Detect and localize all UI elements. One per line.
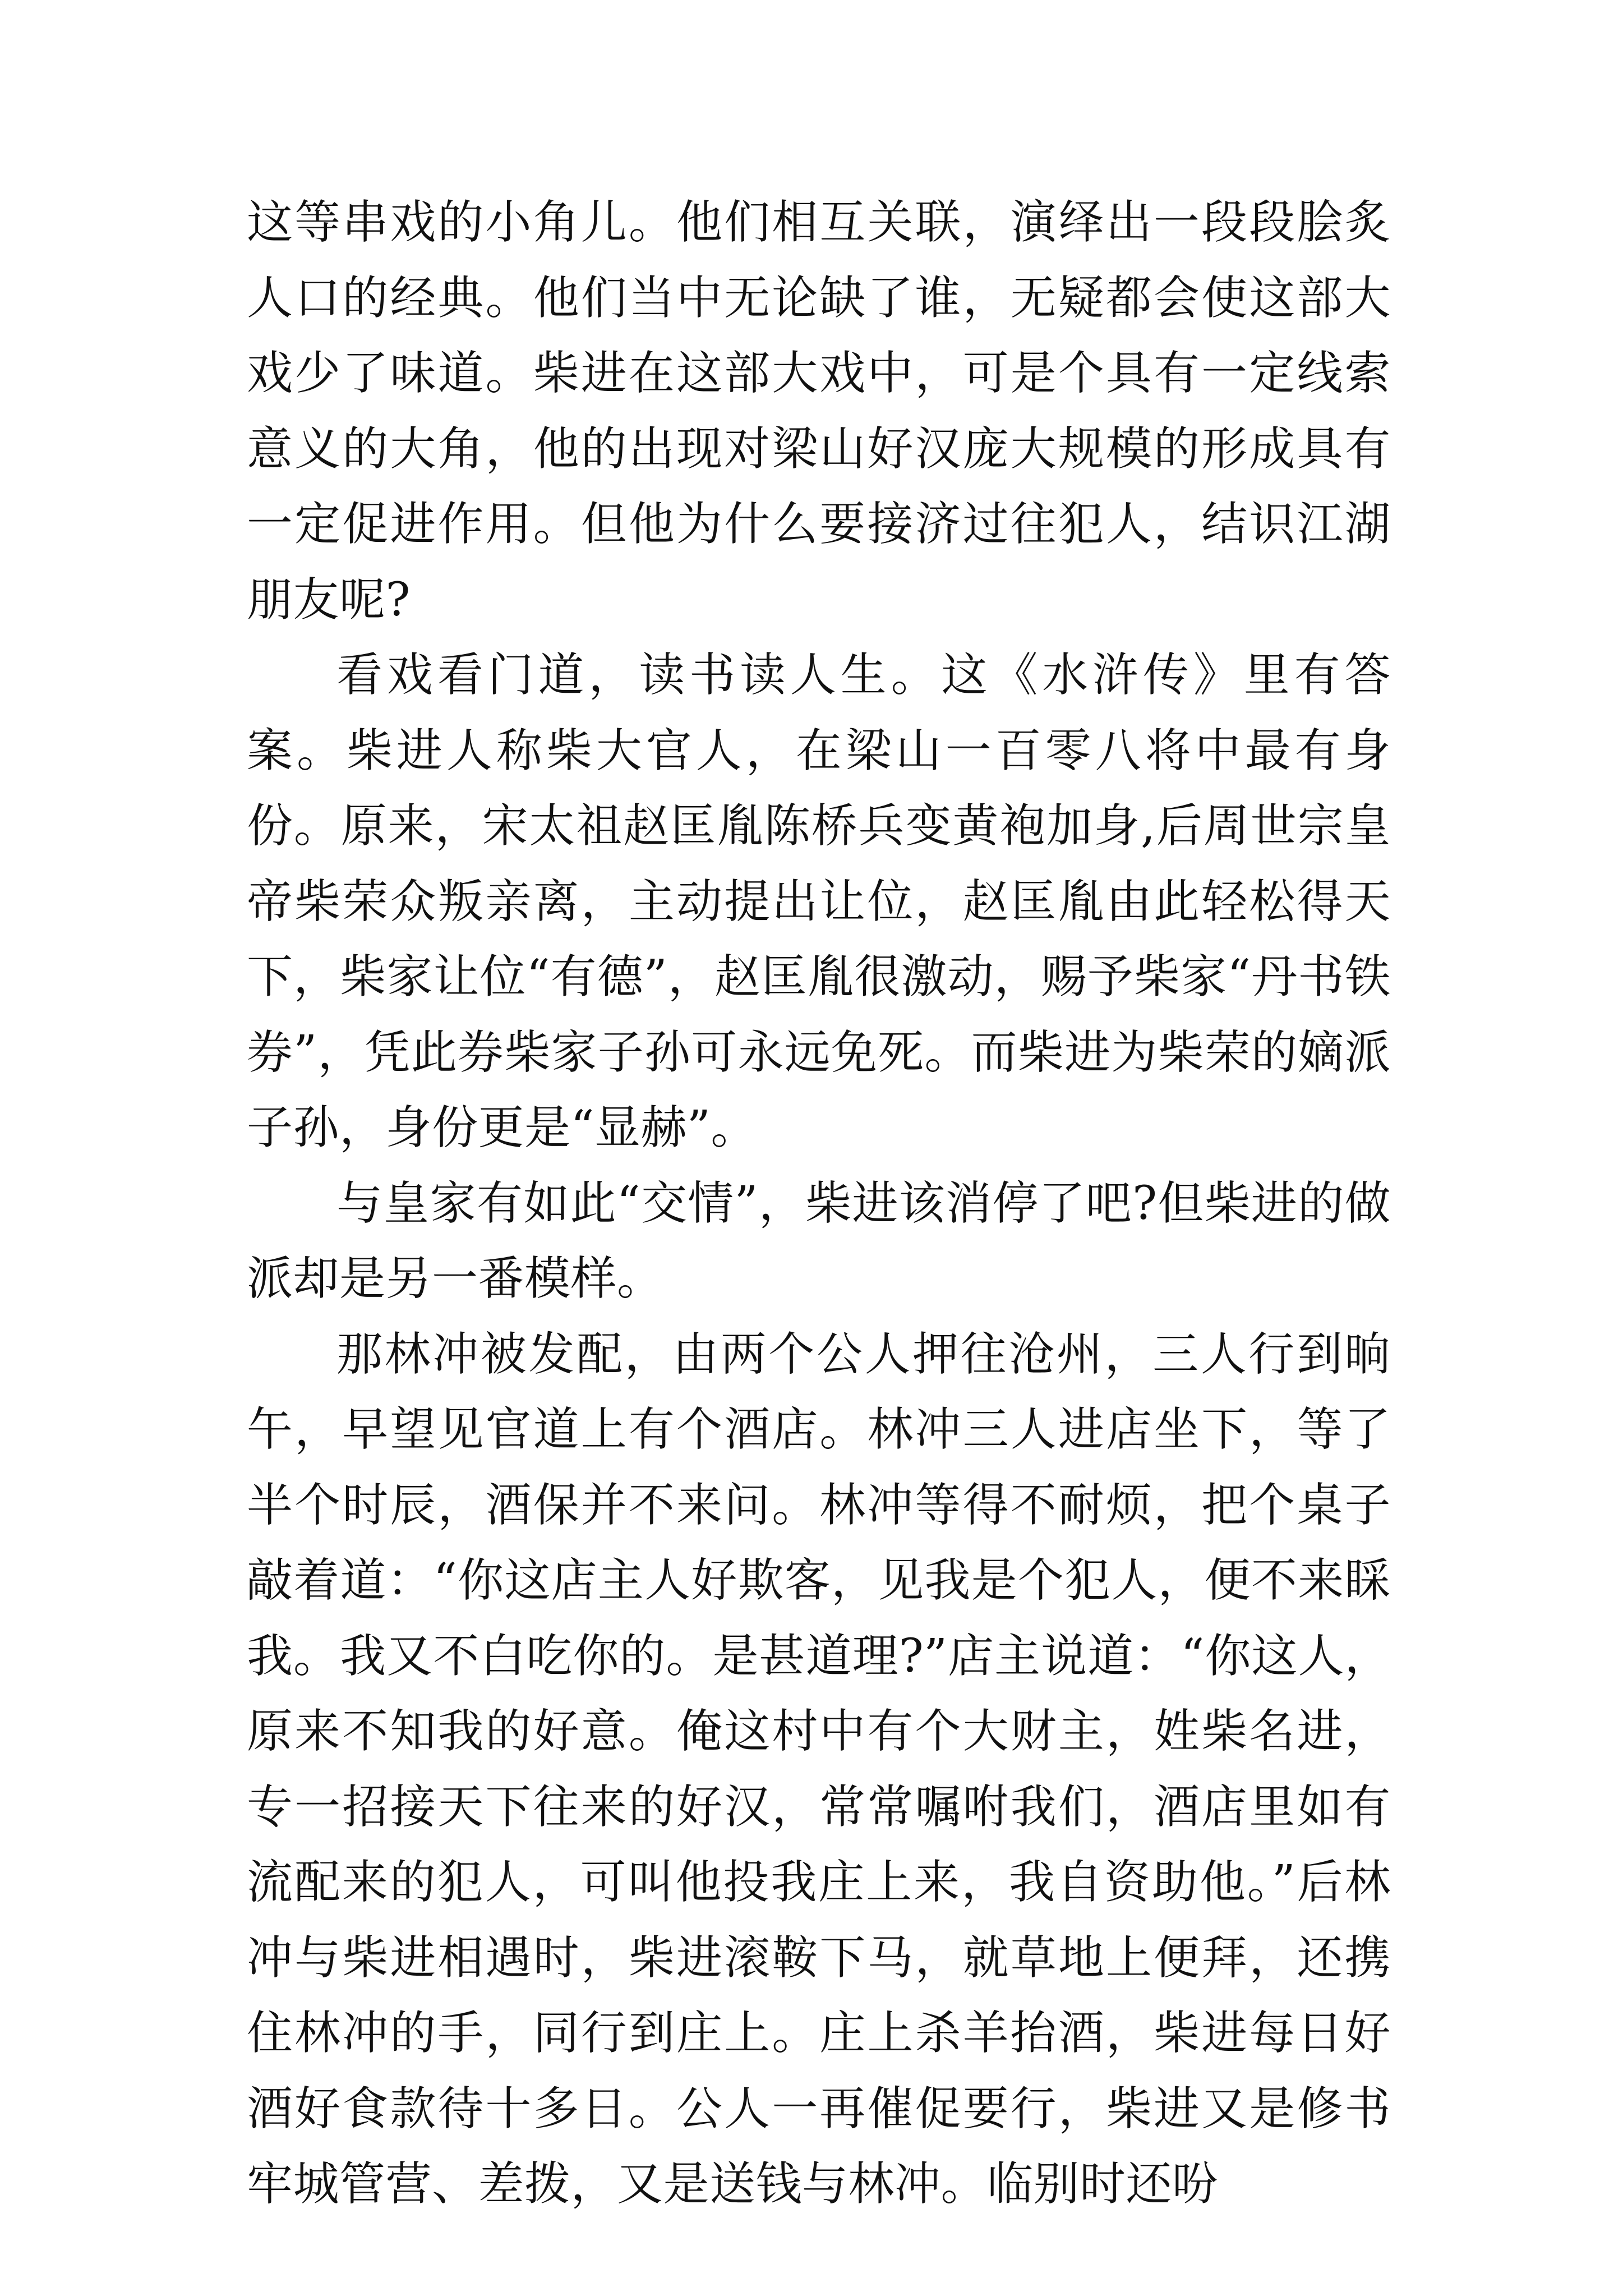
- paragraph-3: 与皇家有如此“交情”，柴进该消停了吧?但柴进的做派却是另一番模样。: [247, 1176, 1391, 1305]
- paragraph-4: 那林冲被发配，由两个公人押往沧州，三人行到晌午，早望见官道上有个酒店。林冲三人进店坐下，等了半个时辰，酒保并不来问。林冲等得不耐烦，把个桌子敲着道：“你这店主人好欺客，见我是个犯人，便不来睬我。我又不白吃你的。是甚道理?”店主说道：“你这人，原来不知我的好意。俺这村中有个大财主，姓柴名进，专一招接天下往来的好汉，常常嘱咐我们，酒店里如有流配来的犯人，可叫他投我庄上来，我自资助他。”后林冲与柴进相遇时，柴进滚鞍下马，就草地上便拜，还携住林冲的手，同行到庄上。庄上杀羊抬酒，柴进每日好酒好食款待十多日。公人一再催促要行，柴进又是修书牢城管营、差拨，又是送钱与林冲。临别时还吩: [247, 1327, 1391, 2211]
- paragraph-1: 这等串戏的小角儿。他们相互关联，演绎出一段段脍炙人口的经典。他们当中无论缺了谁，无疑都会使这部大戏少了味道。柴进在这部大戏中，可是个具有一定线索意义的大角，他的出现对梁山好汉庞大规模的形成具有一定促进作用。但他为什么要接济过往犯人，结识江湖朋友呢?: [247, 196, 1391, 627]
- body-text: [247, 185, 1391, 2223]
- paragraph-2: 看戏看门道，读书读人生。这《水浒传》里有答案。柴进人称柴大官人，在梁山一百零八将中最有身份。原来，宋太祖赵匡胤陈桥兵变黄袍加身,后周世宗皇帝柴荣众叛亲离，主动提出让位，赵匡胤由此轻松得天下，柴家让位“有德”，赵匡胤很激动，赐予柴家“丹书铁券”，凭此券柴家子孙可永远免死。而柴进为柴荣的嫡派子孙，身份更是“显赫”。: [247, 648, 1391, 1154]
